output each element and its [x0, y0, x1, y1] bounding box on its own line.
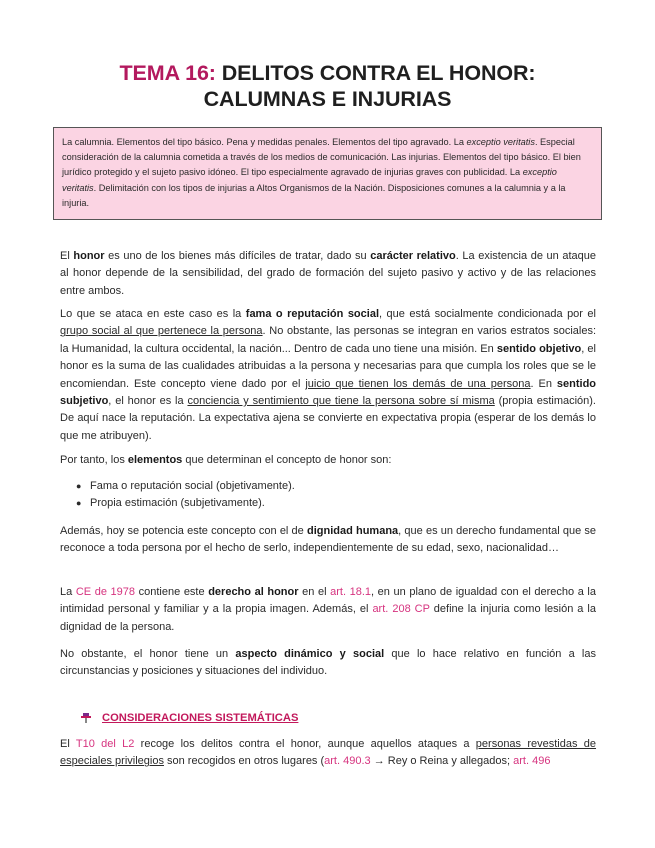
bullet-icon: ● [76, 481, 82, 491]
list-item-text: Fama o reputación social (objetivamente). [90, 480, 295, 492]
text: ; [507, 755, 514, 768]
pushpin-icon [80, 712, 94, 724]
list-item-text: Propia estimación (subjetivamente). [90, 497, 265, 510]
text: define la injuria como lesión a la dignidad de la persona. [60, 603, 596, 633]
summary-emphasis: exceptio veritatis [62, 167, 557, 193]
paragraph-constitucion [60, 584, 596, 636]
text: . En [530, 377, 557, 390]
list-item [76, 495, 576, 512]
underlined-term: grupo social al que pertenece la persona [60, 325, 263, 338]
text: El [60, 738, 76, 750]
bold-term: elementos [127, 454, 183, 466]
text: El [60, 250, 74, 262]
title-line2: CALUMNAS E INJURIAS [203, 87, 452, 111]
reference-link[interactable]: art. 18.1 [330, 586, 372, 598]
paragraph-fama [60, 306, 596, 445]
summary-text: . Especial consideración de la calumnia cometida a través de los medios de comunicación. Las injurias. Elementos del tipo básico. El bien jurídico protegido y el sujeto pasivo idóneo. El tipo especialmente agravado de injurias graves con publicidad. La [62, 137, 581, 178]
paragraph-elementos [60, 452, 596, 469]
paragraph-aspecto [60, 646, 596, 681]
reference-link[interactable]: T10 del L2 [75, 738, 135, 750]
title-number: TEMA 16: [119, 61, 216, 85]
bullet-list [76, 478, 576, 513]
summary-emphasis: exceptio veritatis [466, 137, 535, 147]
text: Lo que se ataca en este caso es la [60, 308, 246, 320]
text: , en un plano de igualdad con el derecho a la intimidad personal y familiar y a la propia imagen. Además, el [60, 586, 596, 616]
bullet-icon: ● [76, 498, 82, 509]
bold-term: derecho al honor [208, 586, 299, 598]
summary-box [53, 127, 602, 220]
bold-term: sentido objetivo [496, 342, 582, 355]
text: . No obstante, las personas se integran en varios estratos sociales: la Humanidad, la cultura occidental, la nación... Dentro de cada uno tiene una misión. En [60, 325, 596, 355]
text: que determinan el concepto de honor son: [182, 454, 392, 466]
reference-link[interactable]: art. 208 CP [372, 603, 430, 616]
bold-term: sentido subjetivo [60, 377, 597, 408]
text: en el [298, 586, 331, 598]
text: recoge los delitos contra el honor, aunque aquellos ataques a [134, 738, 476, 750]
section-heading-text: CONSIDERACIONES SISTEMÁTICAS [102, 712, 299, 724]
summary-text: . Delimitación con los tipos de injurias a Altos Organismos de la Nación. Disposiciones comunes a la calumnia y a la injuria. [62, 182, 566, 208]
arrow-icon: → [370, 755, 388, 768]
bold-term: carácter relativo [370, 250, 456, 262]
text: , el honor es la [108, 395, 188, 408]
bold-term: aspecto dinámico y social [235, 648, 385, 660]
reference-link[interactable]: art. 490.3 [324, 755, 371, 768]
text: No obstante, el honor tiene un [60, 648, 236, 660]
underlined-term: personas revestidas de especiales privilegios [60, 738, 597, 768]
reference-link[interactable]: CE de 1978 [75, 586, 136, 598]
paragraph-honor [60, 248, 596, 300]
text: Además, hoy se potencia este concepto con el de [60, 525, 307, 537]
text: Por tanto, los [60, 454, 128, 466]
title-line1: DELITOS CONTRA EL HONOR: [215, 61, 536, 85]
text: , que está socialmente condicionada por el [379, 308, 596, 320]
text: son recogidos en otros lugares ( [163, 755, 325, 768]
text: . La existencia de un ataque al honor depende de la sensibilidad, del grado de formación del sujeto pasivo y activo y de las relaciones entre ambos. [60, 250, 596, 297]
text: (propia estimación). De aquí nace la reputación. La expectativa ajena se convierte en expectativa propia (esperar de los demás lo que me atribuyen). [60, 395, 596, 442]
bold-term: dignidad humana [306, 525, 399, 537]
text: La [60, 586, 76, 598]
underlined-term: conciencia y sentimiento que tiene la persona sobre sí misma [187, 395, 495, 408]
text: es uno de los bienes más difíciles de tratar, dado su [104, 250, 371, 262]
text: , que es un derecho fundamental que se reconoce a toda persona por el hecho de serlo, independientemente de su edad, sexo, nacionalidad… [60, 525, 596, 555]
bold-term: fama o reputación social [245, 308, 379, 320]
list-item [76, 478, 576, 495]
page-title [40, 60, 615, 112]
text: , el honor es la suma de las cualidades atribuidas a la persona y necesarias para que cumpla los roles que se le encomiendan. Este concepto viene dado por el [60, 342, 596, 390]
bold-term: honor [73, 250, 105, 262]
summary-text: La calumnia. Elementos del tipo básico. Pena y medidas penales. Elementos del tipo agravado. La [62, 137, 467, 147]
text: que lo hace relativo en función a las circunstancias y posiciones y situaciones del individuo. [60, 648, 596, 678]
text: contiene este [135, 586, 209, 598]
text: Rey o Reina y allegados [387, 755, 508, 768]
reference-link[interactable]: art. 496 [513, 755, 551, 768]
section-heading [80, 712, 298, 724]
paragraph-sistematica [60, 736, 596, 771]
underlined-term: juicio que tienen los demás de una persona [305, 377, 531, 390]
paragraph-dignidad [60, 523, 596, 558]
